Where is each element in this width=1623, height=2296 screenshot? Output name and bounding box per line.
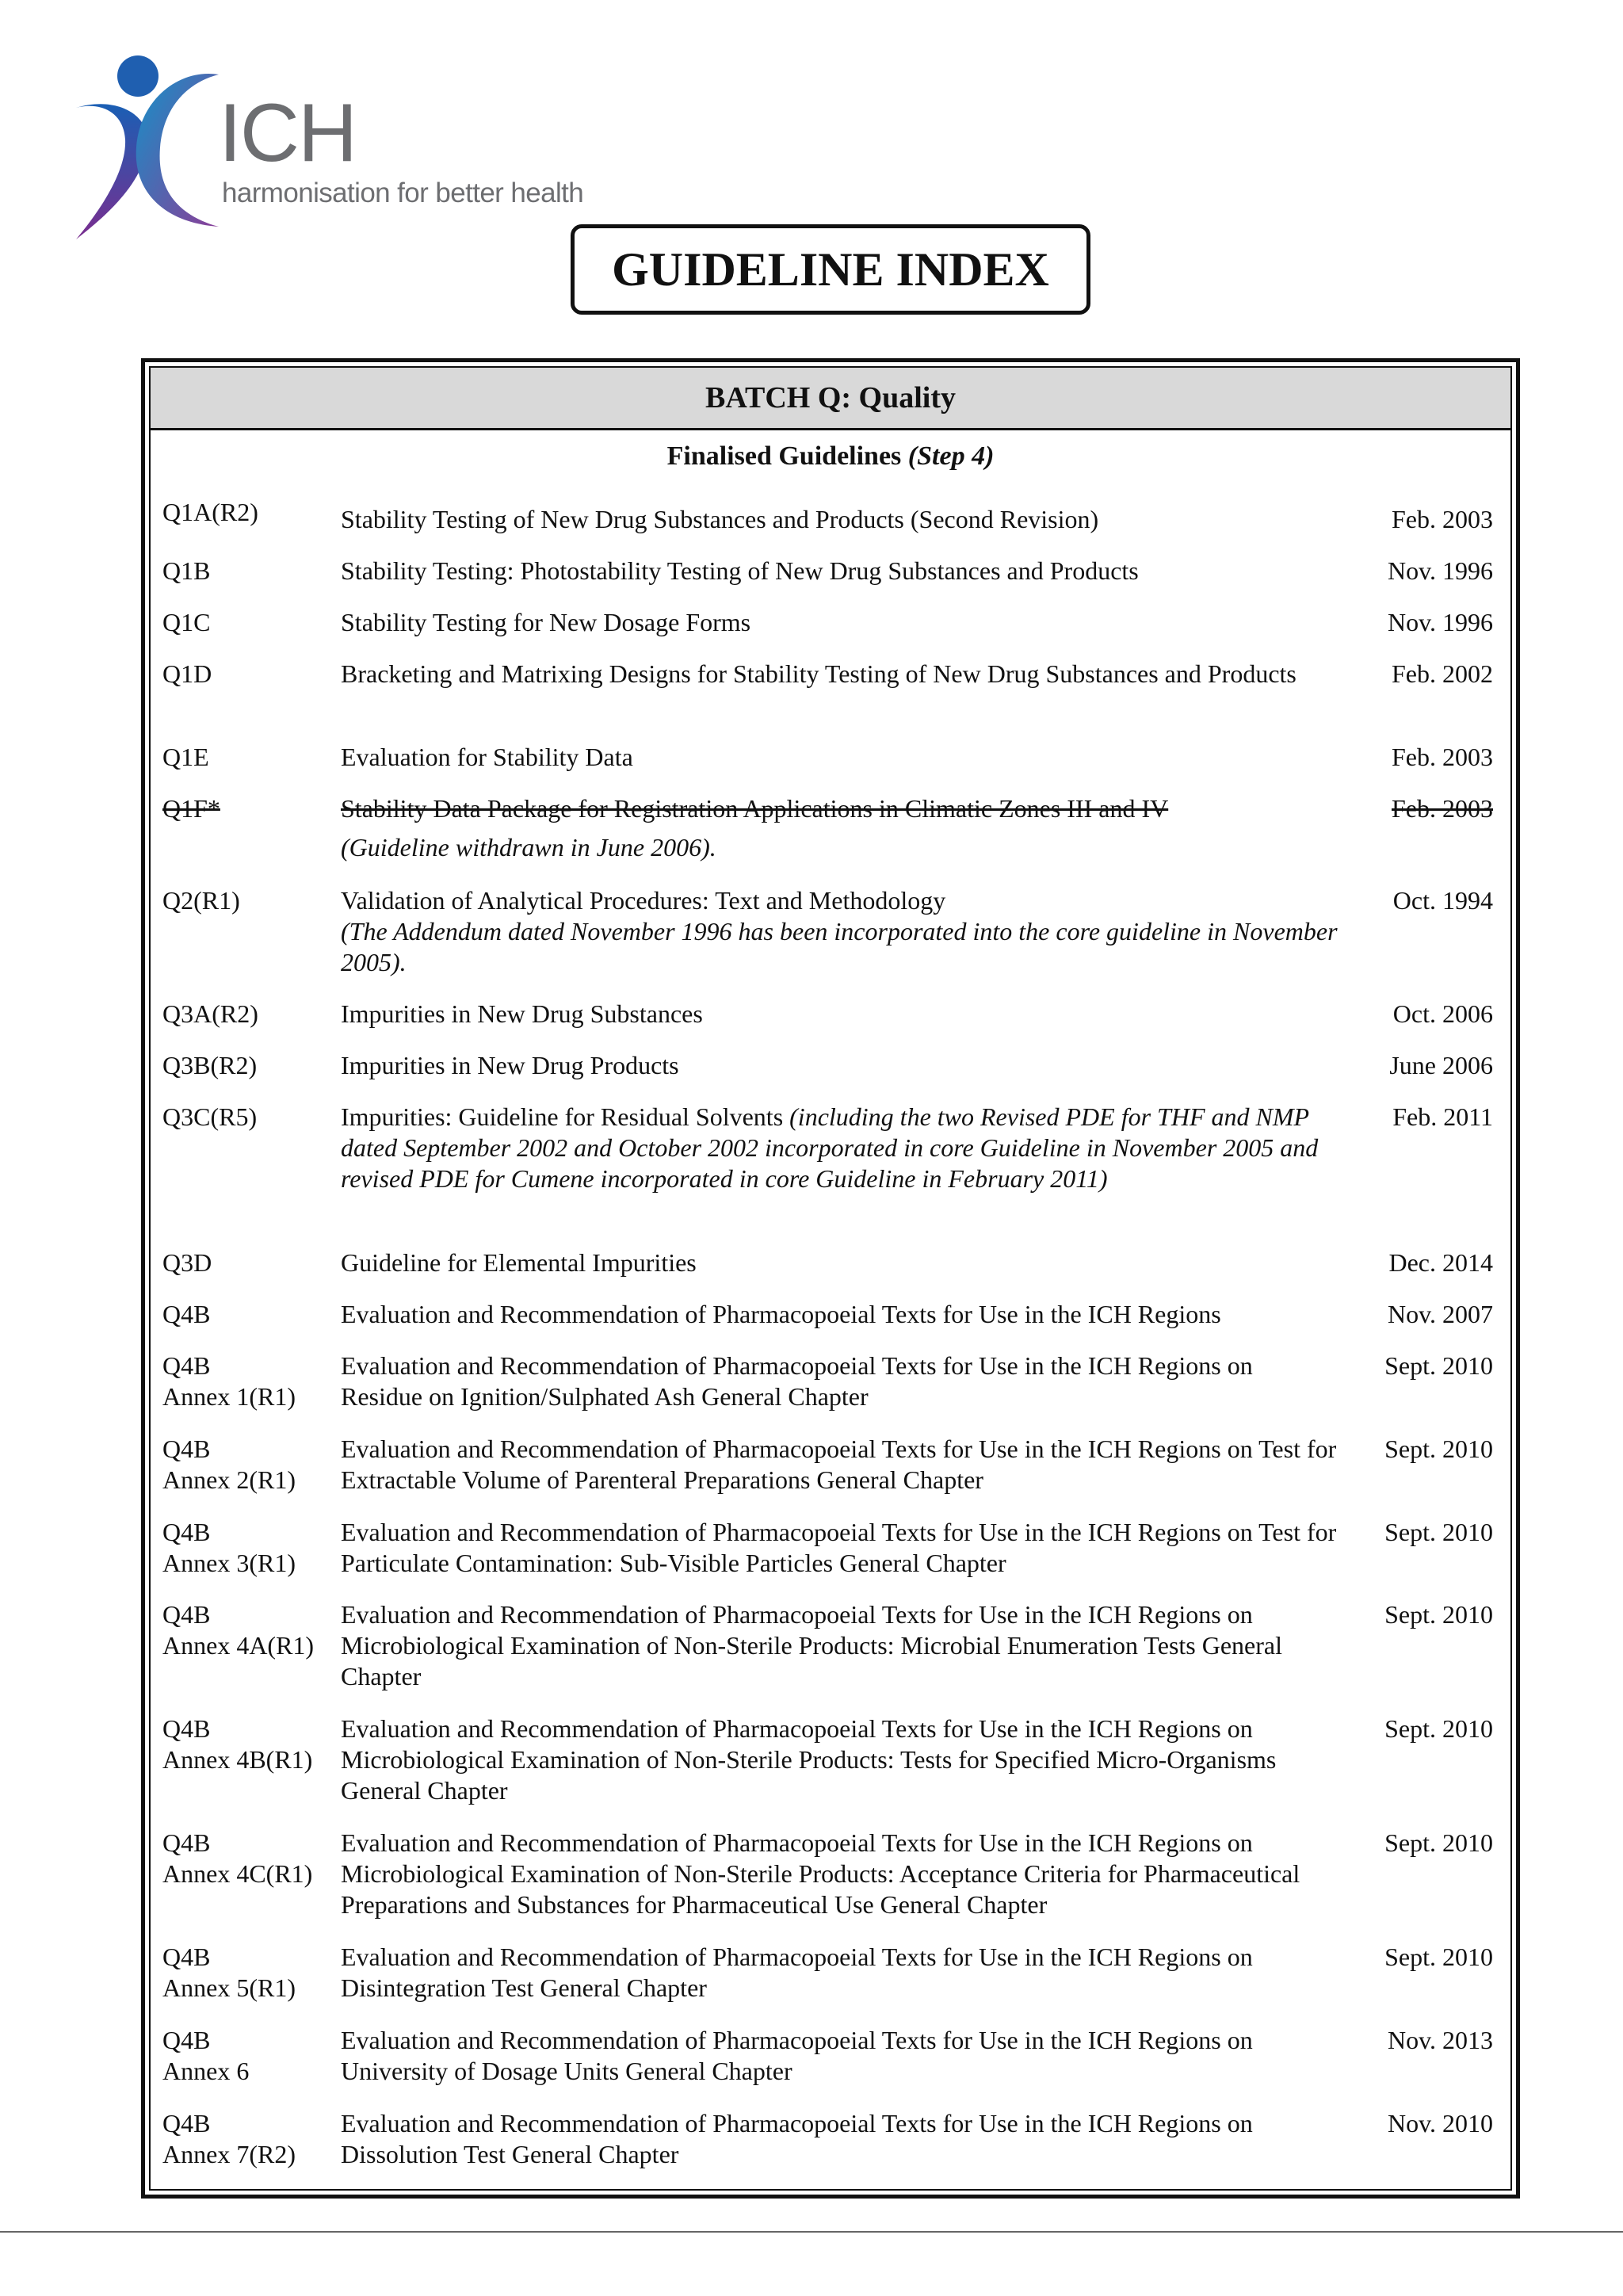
guideline-date: Sept. 2010 (1384, 1351, 1493, 1380)
guideline-date: Feb. 2011 (1392, 1102, 1493, 1131)
ich-logo (68, 52, 639, 243)
guideline-code: Q4B (162, 1714, 211, 1743)
guideline-title: Stability Data Package for Registration Applications in Climatic Zones III and IV (341, 794, 1169, 823)
guideline-title: Evaluation and Recommendation of Pharmacopoeial Texts for Use in the ICH Regions on University of Dosage Units General Chapter (341, 2026, 1253, 2085)
guideline-code: Q4B (162, 1435, 211, 1463)
guideline-code: Q1B (162, 556, 211, 585)
guideline-date: Oct. 1994 (1392, 886, 1493, 915)
guideline-code: Q4B (162, 1828, 211, 1857)
guideline-title: Validation of Analytical Procedures: Text and Methodology (341, 886, 946, 915)
guideline-title: Evaluation for Stability Data (341, 743, 633, 771)
guideline-code: Q3A(R2) (162, 999, 258, 1028)
guideline-code: Q4B (162, 1351, 211, 1380)
guideline-table (141, 358, 1520, 2199)
guideline-date: Nov. 2013 (1387, 2026, 1493, 2054)
guideline-title: Evaluation and Recommendation of Pharmacopoeial Texts for Use in the ICH Regions on Residue on Ignition/Sulphated Ash General Chapter (341, 1351, 1253, 1411)
guideline-date: Oct. 2006 (1392, 999, 1493, 1028)
guideline-date: Sept. 2010 (1384, 1435, 1493, 1463)
guideline-desc-block (341, 1102, 1339, 1194)
guideline-title: Stability Testing: Photostability Testing of New Drug Substances and Products (341, 556, 1139, 585)
guideline-date: Sept. 2010 (1384, 1714, 1493, 1743)
guideline-annex: Annex 4C(R1) (162, 1859, 313, 1888)
guideline-code-block (162, 2108, 329, 2170)
guideline-code: Q4B (162, 1518, 211, 1546)
guideline-code-block (162, 1828, 329, 1889)
logo-wordmark: ICH (219, 87, 357, 179)
footer-divider (0, 2231, 1623, 2233)
guideline-code-block (162, 1942, 329, 2004)
guideline-note: (The Addendum dated November 1996 has been incorporated into the core guideline in November 2005). (341, 917, 1338, 976)
guideline-code: Q1A(R2) (162, 498, 258, 526)
guideline-code: Q1C (162, 608, 211, 636)
guideline-date: Sept. 2010 (1384, 1828, 1493, 1857)
guideline-note: (including the two Revised PDE for THF and NMP dated September 2002 and October 2002 incorporated in core Guideline in November 2005 and revised PDE for Cumene incorporated in core Guideline in February 2011) (341, 1102, 1319, 1193)
guideline-annex: Annex 2(R1) (162, 1465, 296, 1494)
guideline-annex: Annex 6 (162, 2057, 250, 2085)
guideline-date: Sept. 2010 (1384, 1518, 1493, 1546)
guideline-title: Evaluation and Recommendation of Pharmacopoeial Texts for Use in the ICH Regions on Disintegration Test General Chapter (341, 1943, 1253, 2002)
batch-header: BATCH Q: Quality (151, 368, 1510, 430)
guideline-title: Stability Testing of New Drug Substances and Products (Second Revision) (341, 505, 1099, 533)
guideline-annex: Annex 5(R1) (162, 1973, 296, 2002)
guideline-code: Q4B (162, 1600, 211, 1629)
guideline-code: Q2(R1) (162, 886, 240, 915)
guideline-title: Evaluation and Recommendation of Pharmacopoeial Texts for Use in the ICH Regions on Dissolution Test General Chapter (341, 2109, 1253, 2168)
guideline-annex: Annex 1(R1) (162, 1382, 296, 1411)
guideline-date: June 2006 (1389, 1051, 1493, 1079)
guideline-code: Q3C(R5) (162, 1102, 258, 1131)
guideline-desc-block (341, 885, 1339, 978)
guideline-title: Evaluation and Recommendation of Pharmacopoeial Texts for Use in the ICH Regions on Microbiological Examination of Non-Sterile Products: Acceptance Criteria for Pharmaceutical Preparations and Substances for Pharmaceutical Use General Chapter (341, 1828, 1300, 1919)
guideline-date: Feb. 2003 (1392, 743, 1493, 771)
guideline-code: Q3B(R2) (162, 1051, 258, 1079)
guideline-code-block (162, 2025, 329, 2087)
guideline-code: Q1D (162, 659, 212, 688)
guideline-annex: Annex 3(R1) (162, 1549, 296, 1577)
guideline-date: Feb. 2002 (1392, 659, 1493, 688)
guideline-date: Feb. 2003 (1392, 505, 1493, 533)
guideline-title: Guideline for Elemental Impurities (341, 1248, 697, 1277)
guideline-annex: Annex 4B(R1) (162, 1745, 313, 1774)
guideline-title: Evaluation and Recommendation of Pharmacopoeial Texts for Use in the ICH Regions on Microbiological Examination of Non-Sterile Products: Microbial Enumeration Tests General Chapter (341, 1600, 1282, 1690)
subtitle-text: Finalised Guidelines (666, 441, 902, 471)
guideline-date: Sept. 2010 (1384, 1600, 1493, 1629)
guideline-date: Nov. 1996 (1387, 556, 1493, 585)
subtitle-step: (Step 4) (907, 441, 995, 471)
guideline-code: Q4B (162, 1300, 211, 1328)
guideline-code-block (162, 1713, 329, 1775)
guideline-code: Q4B (162, 2026, 211, 2054)
guideline-code: Q4B (162, 1943, 211, 1971)
guideline-desc-block (341, 793, 1339, 863)
guideline-title: Evaluation and Recommendation of Pharmacopoeial Texts for Use in the ICH Regions (341, 1300, 1221, 1328)
guideline-code: Q1F* (162, 794, 220, 823)
guideline-date: Feb. 2003 (1392, 794, 1493, 823)
guideline-title: Evaluation and Recommendation of Pharmacopoeial Texts for Use in the ICH Regions on Test for Extractable Volume of Parenteral Preparations General Chapter (341, 1435, 1337, 1494)
guideline-table-inner (149, 366, 1512, 2191)
guideline-annex: Annex 7(R2) (162, 2140, 296, 2168)
guideline-title: Stability Testing for New Dosage Forms (341, 608, 751, 636)
guideline-code: Q1E (162, 743, 209, 771)
guideline-title: Evaluation and Recommendation of Pharmacopoeial Texts for Use in the ICH Regions on Microbiological Examination of Non-Sterile Products: Tests for Specified Micro-Organisms General Chapter (341, 1714, 1277, 1805)
guideline-annex: Annex 4A(R1) (162, 1631, 315, 1660)
guideline-code-block (162, 1517, 329, 1579)
page-title: GUIDELINE INDEX (571, 224, 1090, 315)
guideline-date: Nov. 1996 (1387, 608, 1493, 636)
guideline-code-block (162, 1434, 329, 1496)
guideline-date: Nov. 2010 (1387, 2109, 1493, 2137)
guideline-title: Impurities in New Drug Substances (341, 999, 703, 1028)
guideline-title: Evaluation and Recommendation of Pharmacopoeial Texts for Use in the ICH Regions on Test for Particulate Contamination: Sub-Visible Particles General Chapter (341, 1518, 1337, 1577)
guideline-note: (Guideline withdrawn in June 2006). (341, 833, 716, 861)
guideline-title: Bracketing and Matrixing Designs for Stability Testing of New Drug Substances and Products (341, 659, 1296, 688)
guideline-date: Dec. 2014 (1388, 1248, 1493, 1277)
section-subtitle (151, 441, 1510, 489)
logo-tagline: harmonisation for better health (222, 178, 584, 208)
guideline-date: Sept. 2010 (1384, 1943, 1493, 1971)
guideline-date: Nov. 2007 (1387, 1300, 1493, 1328)
guideline-code: Q3D (162, 1248, 212, 1277)
guideline-code: Q4B (162, 2109, 211, 2137)
guideline-title: Impurities: Guideline for Residual Solvents (341, 1102, 784, 1131)
guideline-code-block (162, 1599, 329, 1661)
guideline-code-block (162, 1350, 329, 1412)
guideline-title: Impurities in New Drug Products (341, 1051, 679, 1079)
ich-figure-icon (68, 52, 227, 243)
